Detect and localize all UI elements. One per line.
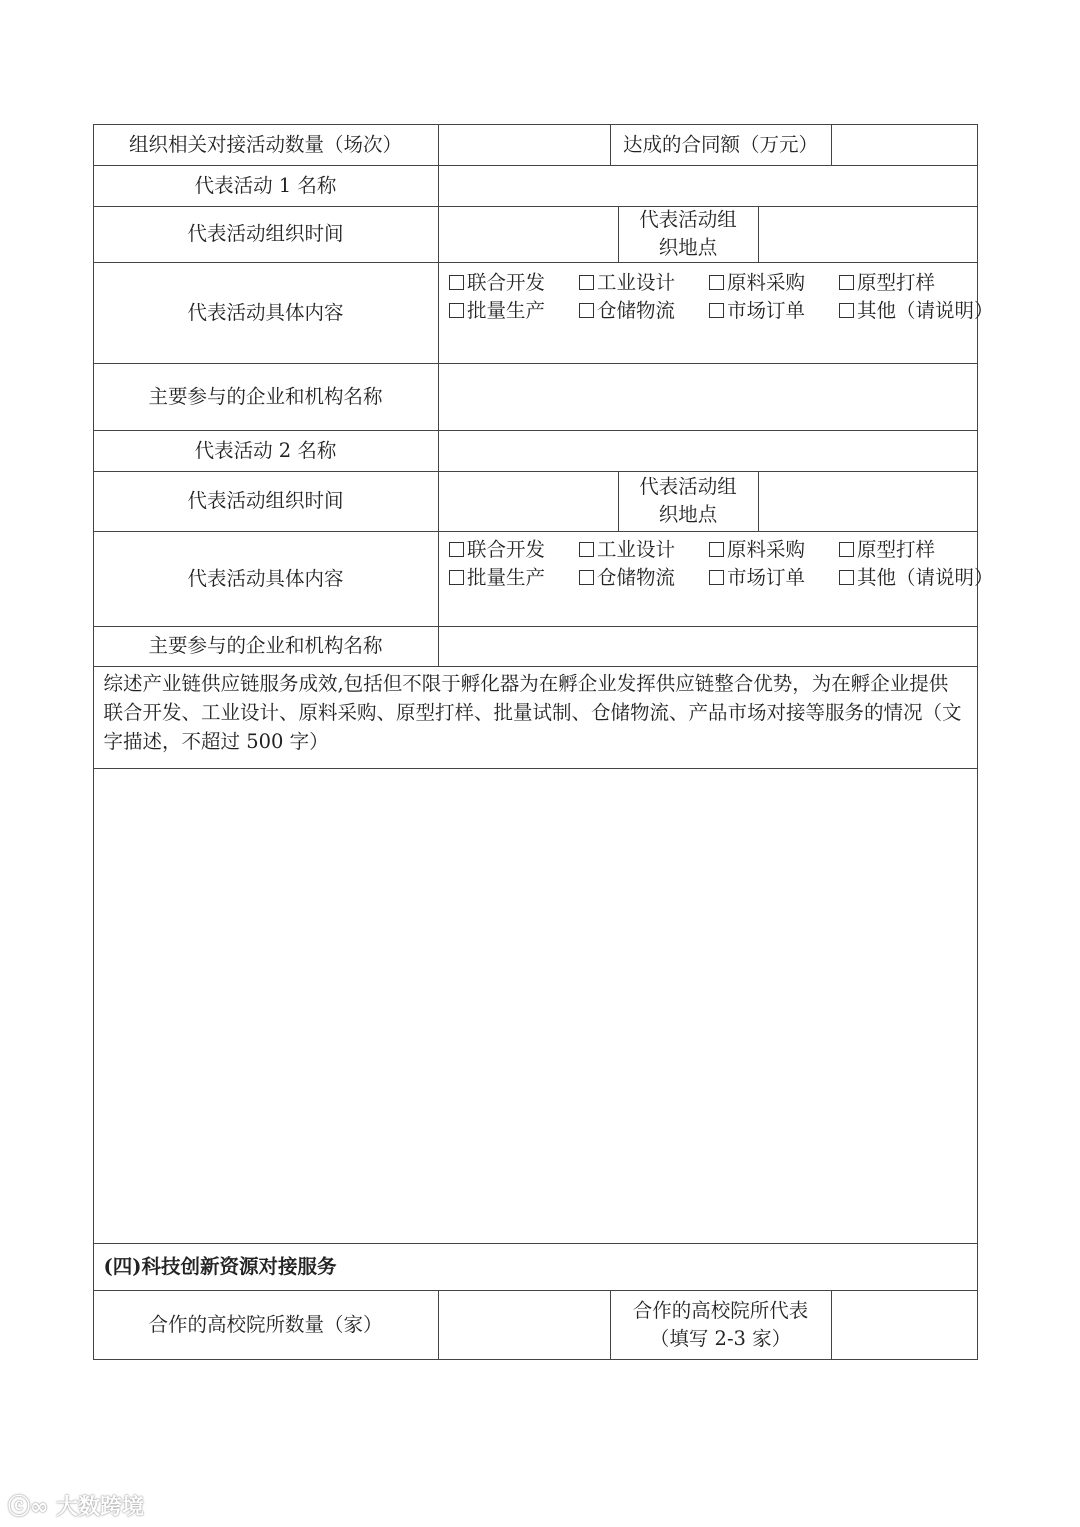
- option-checkbox[interactable]: 联合开发: [449, 536, 579, 564]
- activity2-name-field[interactable]: [438, 430, 978, 472]
- activity1-place-field[interactable]: [758, 206, 978, 263]
- university-count-label: 合作的高校院所数量（家）: [93, 1290, 439, 1360]
- university-rep-label: 合作的高校院所代表（填写 2-3 家）: [610, 1290, 832, 1360]
- option-checkbox[interactable]: 仓储物流: [579, 564, 709, 592]
- activity1-name-field[interactable]: [438, 165, 978, 207]
- option-checkbox[interactable]: 其他（请说明）: [839, 564, 969, 592]
- checkbox-icon[interactable]: [449, 570, 464, 585]
- activity1-time-field[interactable]: [438, 206, 619, 263]
- university-rep-field[interactable]: [831, 1290, 978, 1360]
- checkbox-icon[interactable]: [709, 275, 724, 290]
- option-checkbox[interactable]: 市场订单: [709, 297, 839, 325]
- activity2-options: [449, 536, 994, 592]
- activity2-place-label: 代表活动组织地点: [618, 471, 759, 532]
- activity2-time-field[interactable]: [438, 471, 619, 532]
- option-checkbox[interactable]: 仓储物流: [579, 297, 709, 325]
- checkbox-icon[interactable]: [839, 303, 854, 318]
- activity2-participants-field[interactable]: [438, 626, 978, 667]
- activity1-participants-field[interactable]: [438, 363, 978, 431]
- checkbox-icon[interactable]: [579, 275, 594, 290]
- option-checkbox[interactable]: 其他（请说明）: [839, 297, 969, 325]
- checkbox-icon[interactable]: [449, 303, 464, 318]
- checkbox-icon[interactable]: [839, 570, 854, 585]
- university-count-field[interactable]: [438, 1290, 611, 1360]
- section4-title: (四)科技创新资源对接服务: [93, 1243, 978, 1291]
- option-checkbox[interactable]: 原型打样: [839, 536, 969, 564]
- activity-count-field[interactable]: [438, 124, 611, 166]
- activity1-name-label: 代表活动 1 名称: [93, 165, 439, 207]
- checkbox-icon[interactable]: [579, 570, 594, 585]
- activity2-participants-label: 主要参与的企业和机构名称: [93, 626, 439, 667]
- activity1-content-label: 代表活动具体内容: [93, 262, 439, 364]
- activity-count-label: 组织相关对接活动数量（场次）: [93, 124, 439, 166]
- activity1-place-label: 代表活动组织地点: [618, 206, 759, 263]
- activity1-time-label: 代表活动组织时间: [93, 206, 439, 263]
- checkbox-icon[interactable]: [709, 303, 724, 318]
- checkbox-icon[interactable]: [579, 542, 594, 557]
- summary-text-area[interactable]: [93, 768, 978, 1244]
- activity2-place-field[interactable]: [758, 471, 978, 532]
- summary-prompt: 综述产业链供应链服务成效,包括但不限于孵化器为在孵企业发挥供应链整合优势，为在孵企业提供联合开发、工业设计、原料采购、原型打样、批量试制、仓储物流、产品市场对接等服务的情况（文字描述，不超过 500 字）: [93, 666, 978, 769]
- option-checkbox[interactable]: 市场订单: [709, 564, 839, 592]
- checkbox-icon[interactable]: [839, 542, 854, 557]
- option-checkbox[interactable]: 工业设计: [579, 536, 709, 564]
- activity2-time-label: 代表活动组织时间: [93, 471, 439, 532]
- option-checkbox[interactable]: 原料采购: [709, 536, 839, 564]
- option-checkbox[interactable]: 工业设计: [579, 269, 709, 297]
- option-checkbox[interactable]: 批量生产: [449, 297, 579, 325]
- watermark-logo: ⓒ∞ 大数跨境: [8, 1495, 145, 1520]
- option-checkbox[interactable]: 批量生产: [449, 564, 579, 592]
- checkbox-icon[interactable]: [579, 303, 594, 318]
- watermark-icon: ⓒ∞: [8, 1495, 56, 1520]
- activity1-participants-label: 主要参与的企业和机构名称: [93, 363, 439, 431]
- checkbox-icon[interactable]: [709, 570, 724, 585]
- activity1-options: [449, 269, 994, 325]
- activity2-content-label: 代表活动具体内容: [93, 531, 439, 627]
- checkbox-icon[interactable]: [839, 275, 854, 290]
- option-checkbox[interactable]: 原料采购: [709, 269, 839, 297]
- activity2-name-label: 代表活动 2 名称: [93, 430, 439, 472]
- checkbox-icon[interactable]: [449, 542, 464, 557]
- checkbox-icon[interactable]: [449, 275, 464, 290]
- contract-amount-field[interactable]: [831, 124, 978, 166]
- option-checkbox[interactable]: 联合开发: [449, 269, 579, 297]
- option-checkbox[interactable]: 原型打样: [839, 269, 969, 297]
- checkbox-icon[interactable]: [709, 542, 724, 557]
- contract-amount-label: 达成的合同额（万元）: [610, 124, 832, 166]
